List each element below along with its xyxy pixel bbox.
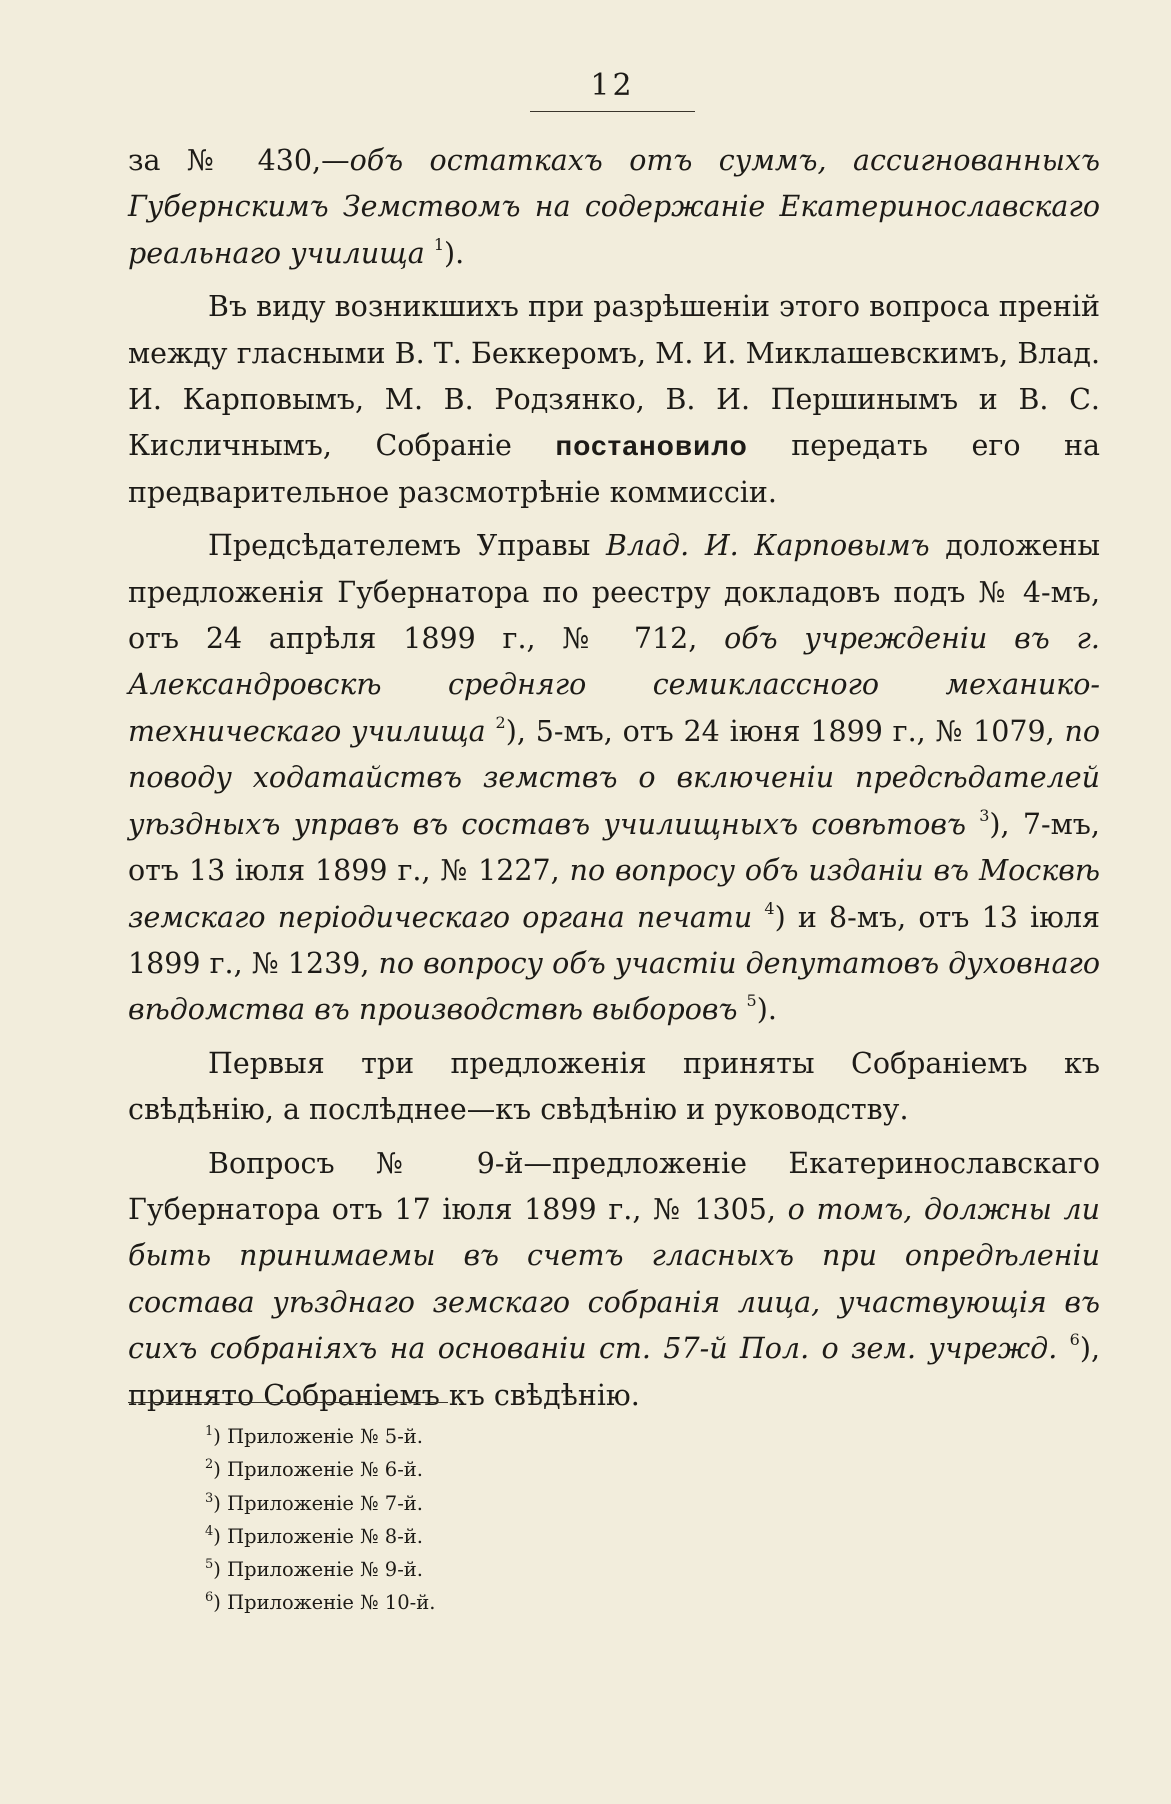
body-text (128, 138, 1100, 1419)
p3-text-6: ). (756, 993, 777, 1027)
p3-text-2: доложены предложенія Губернатора по реестру докладовъ подъ № 4-мъ, отъ 24 апрѣля 1899 г., № 712, (128, 529, 1101, 656)
p3-italic-2: объ учрежденіи въ г. Александровскѣ средняго семиклассного механико-техническаго училища (128, 622, 1100, 748)
footnote-ref-4: 4 (764, 898, 775, 918)
p3-text-5: ) и 8-мъ, отъ 13 іюля 1899 г., № 1239, (128, 900, 1101, 980)
p3-text-1: Предсѣдателемъ Управы (208, 529, 606, 563)
footnote-text: ) Приложеніе № 5-й. (213, 1425, 423, 1448)
paragraph-2 (128, 284, 1100, 516)
footnote-mark: 2 (205, 1457, 214, 1473)
p3-text-3: ), 5-мъ, отъ 24 іюня 1899 г., № 1079, (505, 714, 1065, 748)
p4-text: Первыя три предложенія приняты Собраніемъ къ свѣдѣнію, а послѣднее—къ свѣдѣнію и руководству. (128, 1046, 1100, 1127)
p3-italic-5: по вопросу объ участіи депутатовъ духовнаго вѣдомства въ производствѣ выборовъ (128, 946, 1100, 1027)
p2-end: передать его на предварительное разсмотрѣніе коммиссіи. (128, 429, 1100, 509)
footnote-text: ) Приложеніе № 7-й. (213, 1491, 423, 1515)
footnote-3 (205, 1487, 705, 1520)
footnote-mark: 1 (205, 1424, 214, 1439)
footnote-ref-3: 3 (979, 805, 990, 825)
p3-italic-1: Влад. И. Карповымъ (605, 529, 930, 563)
p5-text-2: ), принято Собраніемъ къ свѣдѣнію. (128, 1332, 1101, 1412)
header-rule (530, 111, 695, 112)
p5-text-1: Вопросъ № 9-й—предложеніе Екатеринославскаго Губернатора отъ 17 іюля 1899 г., № 1305, (128, 1146, 1100, 1226)
p1-start: за № 430,— (128, 144, 350, 177)
footnote-5 (205, 1553, 705, 1586)
footnote-2 (205, 1453, 705, 1486)
footnote-mark: 3 (205, 1490, 214, 1506)
paragraph-1 (128, 138, 1100, 277)
p3-text-4: ), 7-мъ, отъ 13 іюля 1899 г., № 1227, (128, 807, 1100, 888)
footnote-mark: 6 (205, 1590, 214, 1606)
footnote-ref-6: 6 (1069, 1330, 1080, 1350)
p3-italic-3: по поводу ходатайствъ земствъ о включеніи предсѣдателей уѣздныхъ управъ въ составъ училищныхъ совѣтовъ (128, 714, 1101, 841)
paragraph-3 (128, 523, 1100, 1033)
footnote-1 (205, 1420, 705, 1453)
page-number: 12 (590, 68, 635, 103)
p1-italic: объ остаткахъ отъ суммъ, ассигнованныхъ Губернскимъ Земствомъ на содержаніе Екатеринославскаго реальнаго училища (128, 144, 1100, 270)
footnote-text: ) Приложеніе № 8-й. (213, 1524, 423, 1548)
paragraph-4 (128, 1041, 1100, 1134)
footnote-ref-2: 2 (495, 712, 506, 732)
p2-emphasis: постановило (555, 430, 748, 462)
footnote-rule (128, 1402, 448, 1403)
footnote-mark: 4 (205, 1523, 214, 1539)
footnotes (205, 1420, 705, 1620)
footnote-ref-1: 1 (433, 234, 445, 254)
footnote-ref-5: 5 (746, 991, 757, 1011)
p3-italic-4: по вопросу объ изданіи въ Москвѣ земскаго періодическаго органа печати (128, 854, 1100, 934)
footnote-4 (205, 1520, 705, 1553)
p5-italic-1: о томъ, должны ли быть принимаемы въ счетъ гласныхъ при опредѣленіи состава уѣзднаго земскаго собранія лица, участвующія въ сихъ собраніяхъ на основаніи ст. 57-й Пол. о зем. учрежд. (128, 1192, 1100, 1366)
footnote-text: ) Приложеніе № 6-й. (213, 1458, 423, 1482)
footnote-text: ) Приложеніе № 9-й. (213, 1558, 423, 1582)
footnote-text: ) Приложеніе № 10-й. (213, 1591, 436, 1615)
p2-start: Въ виду возникшихъ при разрѣшеніи этого вопроса преній между гласными В. Т. Беккеромъ, М. И. Миклашевскимъ, Влад. И. Карповымъ, М. В. Родзянко, В. И. Першинымъ и В. С. Кисличнымъ, Собраніе (128, 290, 1100, 463)
p1-end: ). (444, 236, 465, 270)
footnote-6 (205, 1586, 705, 1619)
paragraph-5 (128, 1141, 1100, 1419)
footnote-mark: 5 (205, 1557, 214, 1573)
